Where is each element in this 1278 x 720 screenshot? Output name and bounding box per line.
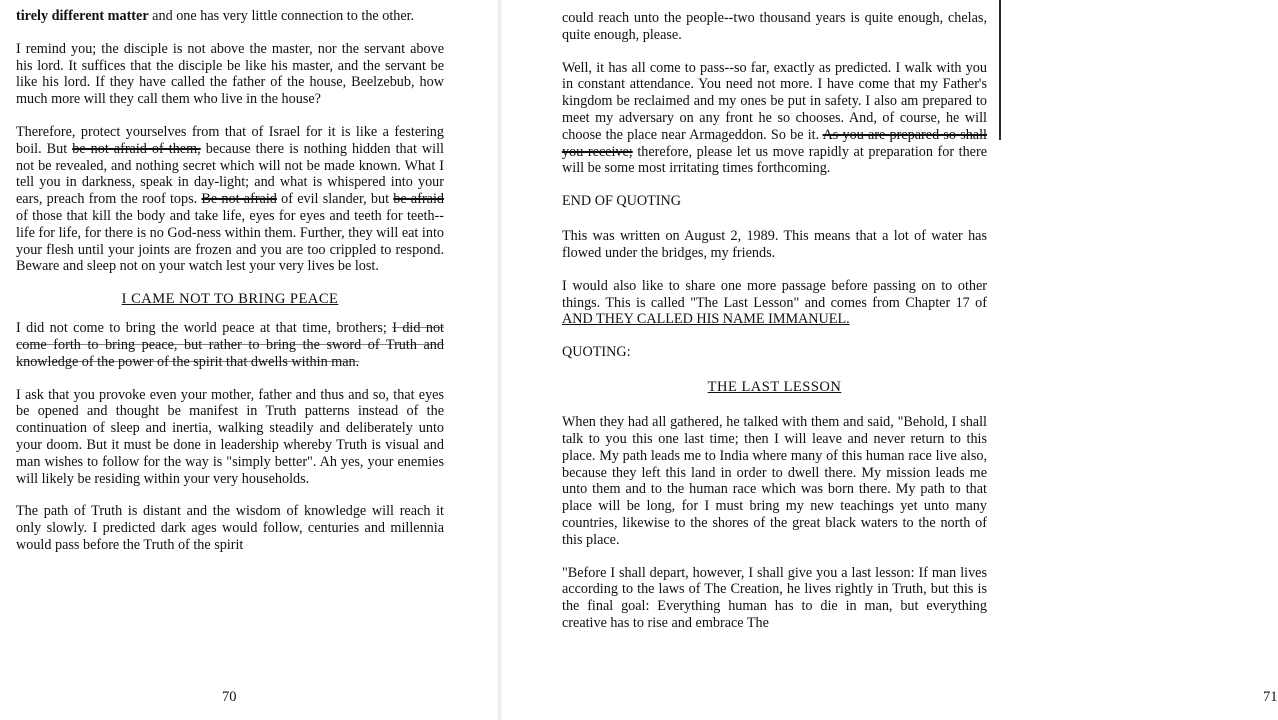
paragraph — [16, 124, 444, 275]
struck-text: As you are prepared so shall you receive; — [562, 126, 987, 160]
paragraph-text: because there is nothing hidden that will not be revealed, and nothing secret which will not be made known. What I tell you in darkness, speak in day-light; and what is whispered into your ears, preach from the roof tops. — [16, 140, 444, 208]
paragraph-text: Well, it has all come to pass--so far, exactly as predicted. I walk with you in constant attendance. You need not more. I have come that my Father's kingdom be reclaimed and my ones be put in safety. I also am prepared to meet my adversary on any front he so chooses. And, of course, he will choose the place near Armageddon. So be it. — [562, 59, 987, 143]
paragraph-text: therefore, please let us move rapidly at preparation for there will be some most irritating times forthcoming. — [562, 143, 988, 177]
paragraph — [16, 8, 444, 25]
right-page — [500, 0, 1278, 720]
section-heading: I CAME NOT TO BRING PEACE — [121, 291, 339, 308]
struck-text: be not afraid of them, — [72, 140, 201, 157]
quoting-label: QUOTING: — [562, 344, 631, 361]
paragraph-bold-lead: tirely different matter — [16, 8, 149, 24]
page-number: 71 — [1263, 689, 1278, 705]
paragraph — [16, 320, 444, 370]
paragraph-text: of evil slander, but — [276, 191, 394, 208]
paragraph: The path of Truth is distant and the wisdom of knowledge will reach it only slowly. I predicted dark ages would follow, centuries and millennia would pass before the Truth of the spirit — [16, 503, 444, 553]
page-number: 70 — [222, 689, 237, 705]
paragraph: could reach unto the people--two thousand years is quite enough, chelas, quite enough, please. — [562, 10, 987, 43]
paragraph — [562, 60, 987, 178]
paragraph — [562, 278, 987, 328]
paragraph-text: of those that kill the body and take life, eyes for eyes and teeth for teeth--life for life, for there is no God-ness within them. Further, they will eat into your flesh until your joints are frozen and you are too crippled to respond. Beware and sleep not on your watch lest your very lives be lost. — [16, 207, 444, 275]
left-page — [0, 0, 500, 720]
paragraph: I remind you; the disciple is not above the master, nor the servant above his lord. It suffices that the disciple be like his master, and the servant be like his lord. If they have called the father of the house, Beelzebub, how much more will they call them who live in the house? — [16, 40, 444, 108]
end-quoting-label: END OF QUOTING — [562, 193, 682, 210]
struck-text: Be not afraid — [201, 191, 277, 208]
paragraph: When they had all gathered, he talked with them and said, "Behold, I shall talk to you this one last time; then I will leave and never return to this place. My path leads me to India where many of this human race live also, because they left this land in order to dwell there. My mission leads me unto them and to the human race which was born there. My path to that place will be long, for I must bring my new teachings yet unto many countries, likewise to the shores of the great black waters to the north of this place. — [562, 414, 987, 548]
paragraph: "Before I shall depart, however, I shall give you a last lesson: If man lives according to the laws of The Creation, he lives rightly in Truth, but this is the final goal: Everything human has to die in man, but everything creative has to rise and embrace The — [562, 564, 987, 631]
highlighted-text: I did not come forth to bring peace, but rather to bring the sword of Truth and knowledge of the power of the spirit that dwells within man. — [16, 320, 444, 370]
paragraph: I ask that you provoke even your mother, father and thus and so, that eyes be opened and thought be manifest in Truth patterns instead of the continuation of sleep and inertia, walking steadily and deliberately unto your doom. But it must be done in leadership whereby Truth is visual and man wishes to follow for the way is "simply better". Ah yes, your enemies will likely be residing within your very households. — [16, 386, 444, 487]
book-title: AND THEY CALLED HIS NAME IMMANUEL. — [562, 311, 850, 328]
paragraph-text: I would also like to share one more passage before passing on to other things. This is called "The Last Lesson" and comes from Chapter 17 of — [562, 277, 987, 311]
right-page-text — [562, 10, 987, 632]
paragraph-text: I did not come to bring the world peace at that time, brothers; — [16, 320, 393, 337]
paragraph-text: Therefore, protect yourselves from that of Israel for it is like a festering boil. But — [16, 123, 444, 157]
left-page-text — [16, 8, 444, 554]
paragraph: This was written on August 2, 1989. This means that a lot of water has flowed under the bridges, my friends. — [562, 228, 987, 261]
paragraph-text: and one has very little connection to the other. — [148, 8, 415, 24]
section-heading: THE LAST LESSON — [707, 379, 842, 396]
struck-text: be afraid — [393, 191, 445, 208]
